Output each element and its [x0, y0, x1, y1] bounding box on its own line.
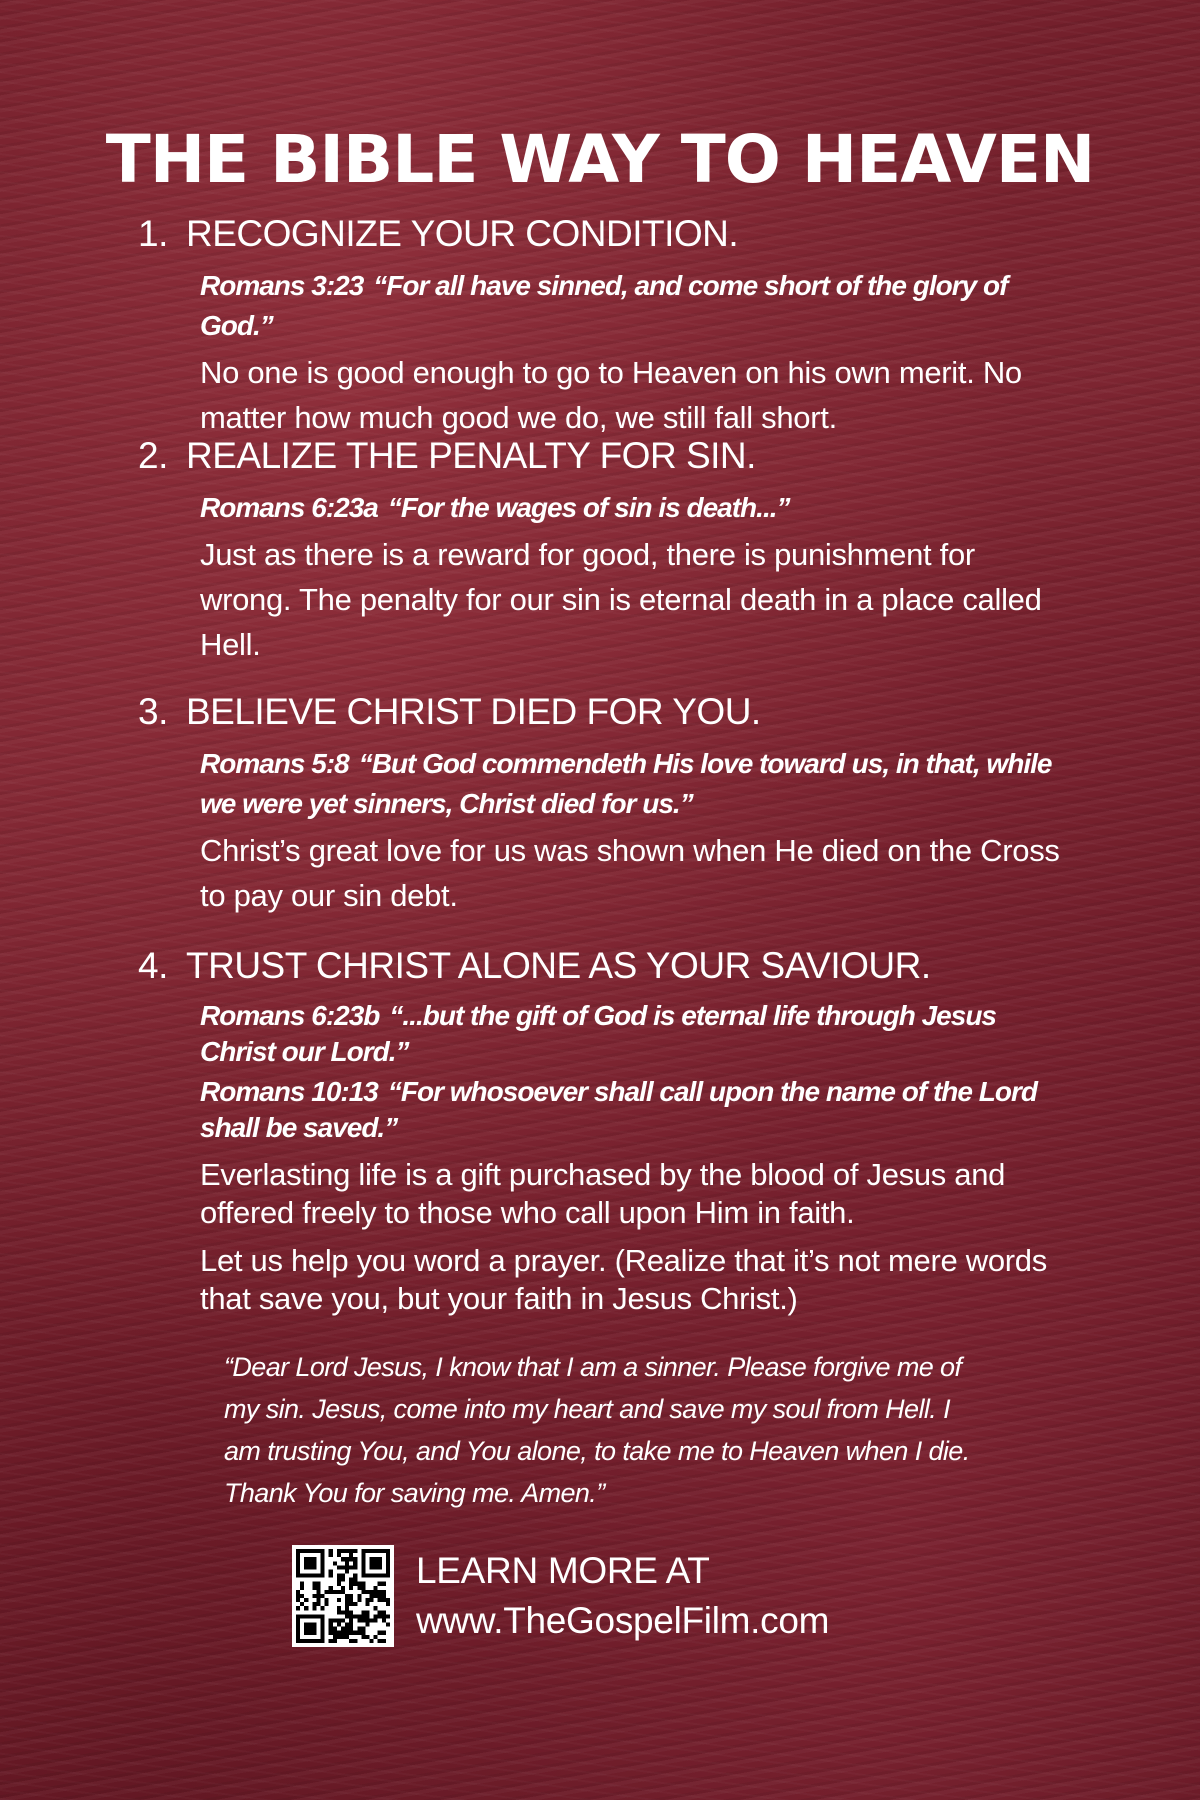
step-number: 3. — [138, 691, 168, 732]
page-title: THE BIBLE WAY TO HEAVEN — [105, 121, 1095, 198]
verse-text: “For the wages of sin is death...” — [387, 492, 790, 523]
website-link[interactable]: www.TheGospelFilm.com — [416, 1600, 830, 1641]
verse — [200, 1074, 1068, 1146]
qr-code-icon[interactable] — [292, 1545, 394, 1647]
step-heading — [138, 944, 1068, 988]
footer-text — [416, 1546, 829, 1646]
verse-text: “For whosoever shall call upon the name of the Lord shall be saved.” — [200, 1076, 1037, 1143]
step-title: REALIZE THE PENALTY FOR SIN. — [186, 435, 756, 476]
verse — [200, 266, 1068, 346]
step-1 — [138, 212, 1068, 440]
verse — [200, 744, 1068, 824]
verse-reference: Romans 6:23a — [200, 492, 378, 523]
step-heading — [138, 690, 1068, 734]
explanation-text: No one is good enough to go to Heaven on his own merit. No matter how much good we do, we still fall short. — [200, 355, 1022, 435]
step-2 — [138, 434, 1068, 667]
explanation-text: Just as there is a reward for good, there is punishment for wrong. The penalty for our sin is eternal death in a place called Hell. — [200, 537, 1042, 662]
step-4 — [138, 944, 1068, 1318]
step-title: BELIEVE CHRIST DIED FOR YOU. — [186, 691, 761, 732]
explanation-text: Christ’s great love for us was shown when He died on the Cross to pay our sin debt. — [200, 833, 1060, 913]
step-title: RECOGNIZE YOUR CONDITION. — [186, 213, 739, 254]
step-number: 1. — [138, 213, 168, 254]
verse — [200, 998, 1068, 1070]
verse-text: “For all have sinned, and come short of the glory of God.” — [200, 270, 1008, 341]
verse — [200, 488, 1068, 528]
learn-more-label: LEARN MORE AT — [416, 1550, 710, 1591]
sample-prayer: “Dear Lord Jesus, I know that I am a sinner. Please forgive me of my sin. Jesus, come into my heart and save my soul from Hell. I am trusting You, and You alone, to take me to Heaven when I die. Thank You for saving me. Amen.” — [224, 1352, 970, 1508]
verse-reference: Romans 5:8 — [200, 748, 349, 779]
learn-more-footer — [292, 1544, 829, 1648]
verse-text: “...but the gift of God is eternal life through Jesus Christ our Lord.” — [200, 1000, 996, 1067]
verse-reference: Romans 3:23 — [200, 270, 364, 301]
step-number: 4. — [138, 945, 168, 986]
step-heading — [138, 434, 1068, 478]
step-number: 2. — [138, 435, 168, 476]
step-3 — [138, 690, 1068, 918]
step-heading — [138, 212, 1068, 256]
verse-reference: Romans 6:23b — [200, 1000, 380, 1031]
verse-text: “But God commendeth His love toward us, in that, while we were yet sinners, Christ died for us.” — [200, 748, 1052, 819]
step-title: TRUST CHRIST ALONE AS YOUR SAVIOUR. — [186, 945, 931, 986]
prayer-intro-text: Let us help you word a prayer. (Realize that it’s not mere words that save you, but your faith in Jesus Christ.) — [200, 1243, 1047, 1316]
verse-reference: Romans 10:13 — [200, 1076, 378, 1107]
explanation-text: Everlasting life is a gift purchased by the blood of Jesus and offered freely to those who call upon Him in faith. — [200, 1157, 1006, 1230]
